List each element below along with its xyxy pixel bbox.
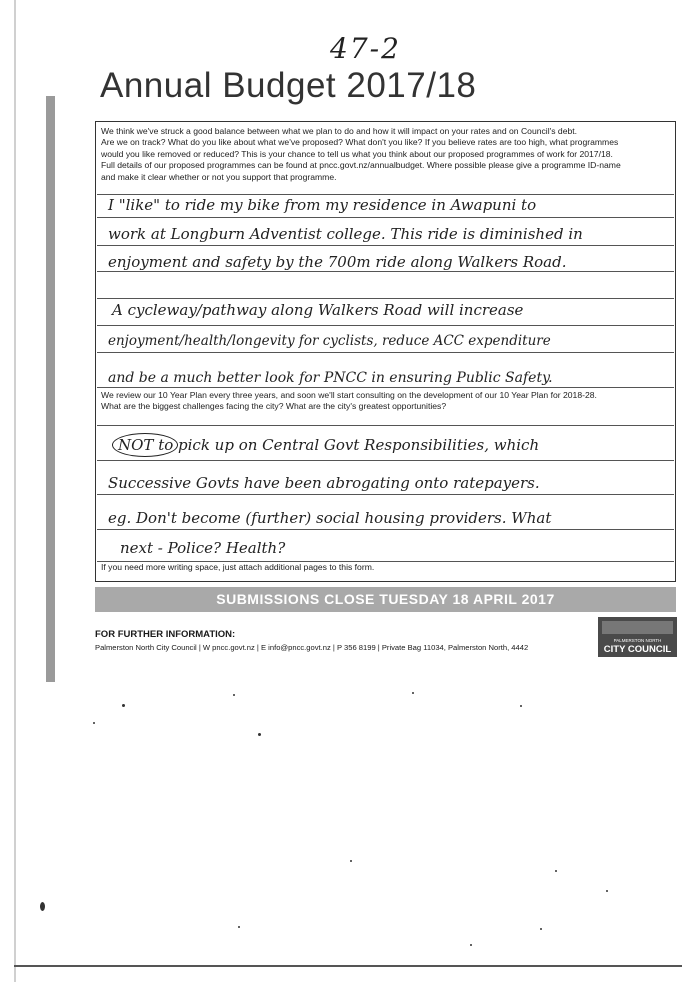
writing-line (97, 425, 674, 426)
answer2-line: eg. Don't become (further) social housing providers. What (108, 509, 552, 527)
question-2 (101, 390, 671, 413)
writing-line (97, 271, 674, 272)
writing-line (97, 494, 674, 495)
writing-line (97, 352, 674, 353)
writing-line (97, 298, 674, 299)
scan-margin-bar (46, 96, 55, 682)
answer2-line: next - Police? Health? (120, 539, 286, 557)
scan-speck (555, 870, 557, 872)
intro-text (101, 126, 671, 183)
intro-line: Are we on track? What do you like about what we've proposed? What don't you like? If you believe rates are too high, what programmes (101, 137, 619, 148)
handwritten-page-number: 47-2 (330, 32, 401, 65)
writing-line (97, 325, 674, 326)
writing-line (97, 460, 674, 461)
scan-speck (258, 733, 261, 736)
answer1-line: enjoyment and safety by the 700m ride along Walkers Road. (108, 253, 567, 271)
scan-speck (520, 705, 522, 707)
scan-speck (93, 722, 95, 724)
question-line: We review our 10 Year Plan every three years, and soon we'll start consulting on the development of our 10 Year Plan for 2018-28. (101, 390, 597, 400)
submissions-close-banner: SUBMISSIONS CLOSE TUESDAY 18 APRIL 2017 (95, 587, 676, 612)
intro-line: and make it clear whether or not you support that programme. (101, 171, 337, 182)
info-heading: FOR FURTHER INFORMATION: (95, 629, 236, 640)
scan-speck (233, 694, 235, 696)
answer1-line: I "like" to ride my bike from my residence in Awapuni to (108, 196, 537, 214)
intro-line: We think we've struck a good balance between what we plan to do and how it will impact on your rates and on Council's debt. (101, 126, 578, 136)
logo-graphic-icon (602, 621, 673, 634)
scan-speck (40, 902, 45, 911)
answer1-line: A cycleway/pathway along Walkers Road will increase (112, 301, 524, 319)
scan-speck (606, 890, 608, 892)
contact-details: Palmerston North City Council | W pncc.govt.nz | E info@pncc.govt.nz | P 356 8199 | Private Bag 11034, Palmerston North, 4442 (95, 643, 529, 652)
intro-line: would you like removed or reduced? This is your chance to tell us what you think about our proposed programmes of work for 2017/18. (101, 148, 613, 159)
writing-line (97, 194, 674, 195)
scan-speck (350, 860, 352, 862)
logo-bottom-text: CITY COUNCIL (603, 644, 672, 655)
scan-speck (122, 704, 125, 707)
logo-top-text: PALMERSTON NORTH (613, 638, 662, 643)
answer1-line: and be a much better look for PNCC in ensuring Public Safety. (108, 370, 553, 386)
writing-line (97, 387, 674, 388)
bottom-rule (14, 965, 682, 967)
writing-line (97, 217, 674, 218)
answer1-line: enjoyment/health/longevity for cyclists, reduce ACC expenditure (108, 333, 551, 349)
answer1-line: work at Longburn Adventist college. This ride is diminished in (108, 225, 583, 243)
writing-line (97, 529, 674, 530)
writing-line (97, 245, 674, 246)
answer2-line: NOT to pick up on Central Govt Responsibilities, which (118, 436, 540, 454)
intro-line: Full details of our proposed programmes can be found at pncc.govt.nz/annualbudget. Where possible please give a programme ID-name (101, 160, 621, 171)
page-edge (14, 0, 16, 982)
answer2-line: Successive Govts have been abrogating onto ratepayers. (108, 474, 540, 492)
scan-speck (412, 692, 414, 694)
scan-speck (238, 926, 240, 928)
question-line: What are the biggest challenges facing the city? What are the city's greatest opportunities? (101, 401, 447, 412)
scan-speck (470, 944, 472, 946)
page-title: Annual Budget 2017/18 (100, 66, 477, 105)
council-logo (598, 617, 677, 657)
scan-speck (540, 928, 542, 930)
extra-space-note: If you need more writing space, just attach additional pages to this form. (101, 562, 375, 572)
